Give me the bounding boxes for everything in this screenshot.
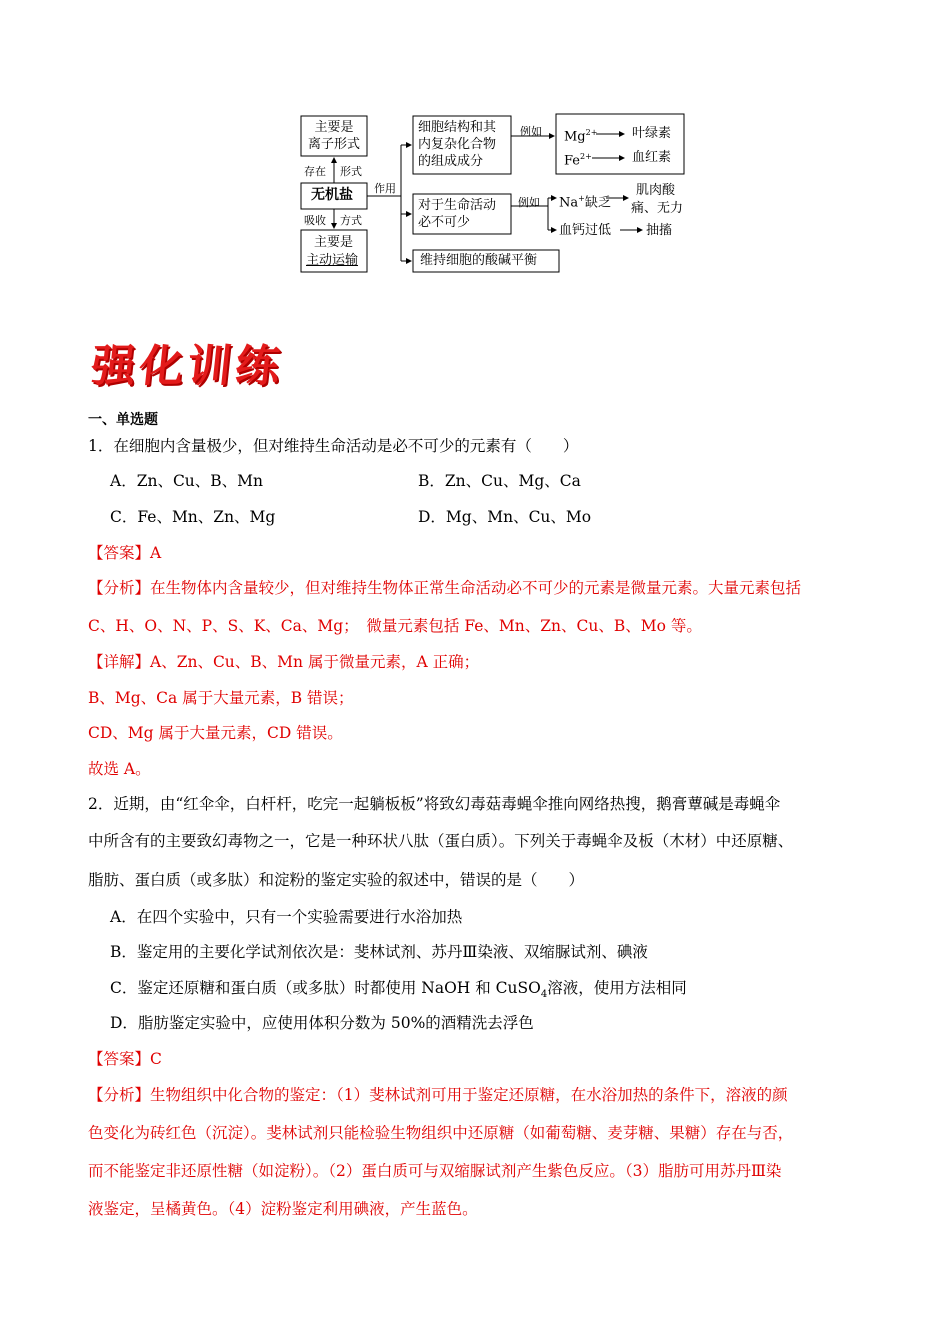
q1-conclusion: 故选 A。: [88, 760, 151, 778]
ca-result: 抽搐: [646, 223, 673, 238]
q2-analysis-line4: 液鉴定，呈橘黄色。（4）淀粉鉴定利用碘液，产生蓝色。: [88, 1200, 478, 1218]
q2-stem-line2: 中所含有的主要致幻毒物之一，它是一种环状八肽（蛋白质）。下列关于毒蝇伞及板（木材）中还原糖、: [88, 832, 794, 850]
q2-option-b: B．鉴定用的主要化学试剂依次是：斐林试剂、苏丹Ⅲ染液、双缩脲试剂、碘液: [110, 943, 648, 961]
center-text: 无机盐: [311, 187, 353, 203]
q2-option-c: C．鉴定还原糖和蛋白质（或多肽）时都使用 NaOH 和 CuSO$_4$溶液，使用方法相同: [110, 979, 687, 1001]
absorb-label: 吸收: [304, 214, 326, 227]
fe-result: 血红素: [632, 150, 672, 165]
q1-detail-line3: CD、Mg 属于大量元素，CD 错误。: [88, 724, 343, 742]
q1-stem: 1．在细胞内含量极少，但对维持生命活动是必不可少的元素有（ ）: [88, 437, 579, 455]
q1-detail-line1: 【详解】A、Zn、Cu、B、Mn 属于微量元素，A 正确；: [88, 653, 480, 671]
q2-answer: 【答案】C: [88, 1050, 162, 1068]
q1-option-a: A．Zn、Cu、B、Mn: [110, 472, 264, 490]
na-ion: Na+缺乏: [559, 194, 611, 211]
mg-result: 叶绿素: [632, 126, 672, 141]
q2-option-a: A．在四个实验中，只有一个实验需要进行水浴加热: [110, 908, 463, 926]
example-label-1: 例如: [520, 125, 542, 138]
fe-ion: $Fe^{2+}$: [564, 152, 592, 169]
q2-analysis-line1: 【分析】生物组织中化合物的鉴定：（1）斐林试剂可用于鉴定还原糖，在水浴加热的条件下，溶液的颜: [88, 1086, 788, 1104]
transport-prefix: 主要是: [314, 235, 354, 250]
q1-analysis-line2: C、H、O、N、P、S、K、Ca、Mg； 微量元素包括 Fe、Mn、Zn、Cu、B、Mo 等。: [88, 617, 702, 635]
q2-analysis-line2: 色变化为砖红色（沉淀）。斐林试剂只能检验生物组织中还原糖（如葡萄糖、麦芽糖、果糖）存在与否，: [88, 1124, 794, 1142]
q1-option-d: D．Mg、Mn、Cu、Mo: [418, 508, 592, 526]
q1-detail-line2: B、Mg、Ca 属于大量元素，B 错误；: [88, 689, 354, 707]
section-banner: 强化训练: [88, 341, 287, 392]
q2-stem-line3: 脂肪、蛋白质（或多肽）和淀粉的鉴定实验的叙述中，错误的是（ ）: [88, 871, 585, 889]
ion-form-text: 主要是 离子形式: [308, 120, 361, 152]
section-title: 一、单选题: [88, 412, 158, 428]
example-label-2: 例如: [518, 196, 540, 209]
q1-analysis-line1: 【分析】在生物体内含量较少，但对维持生物体正常生命活动必不可少的元素是微量元素。大量元素包括: [88, 579, 802, 597]
q2-option-d: D．脂肪鉴定实验中，应使用体积分数为 50%的酒精洗去浮色: [110, 1014, 534, 1032]
transport-text: 主动运输: [306, 253, 359, 268]
q1-answer: 【答案】A: [88, 544, 162, 562]
role3-text: 维持细胞的酸碱平衡: [420, 253, 538, 268]
ca-low: 血钙过低: [559, 223, 612, 238]
mg-ion: $Mg^{2+}$: [564, 128, 598, 145]
q1-option-c: C．Fe、Mn、Zn、Mg: [110, 508, 276, 526]
role2-text: 对于生命活动 必不可少: [418, 198, 497, 230]
mode-label: 方式: [340, 214, 362, 227]
na-result-2: 痛、无力: [631, 201, 684, 216]
form-label: 形式: [340, 165, 362, 178]
exist-label: 存在: [304, 165, 326, 178]
na-result-1: 肌肉酸: [636, 183, 676, 198]
q2-stem-line1: 2．近期，由“红伞伞，白杆杆，吃完一起躺板板”将致幻毒菇毒蝇伞推向网络热搜，鹅膏蕈碱是毒蝇伞: [88, 795, 781, 813]
role1-text: 细胞结构和其 内复杂化合物 的组成成分: [418, 120, 497, 169]
function-label: 作用: [374, 182, 396, 195]
concept-diagram: [298, 112, 698, 277]
q1-option-b: B．Zn、Cu、Mg、Ca: [418, 472, 581, 490]
q2-analysis-line3: 而不能鉴定非还原性糖（如淀粉）。（2）蛋白质可与双缩脲试剂产生紫色反应。（3）脂肪可用苏丹Ⅲ染: [88, 1162, 782, 1180]
